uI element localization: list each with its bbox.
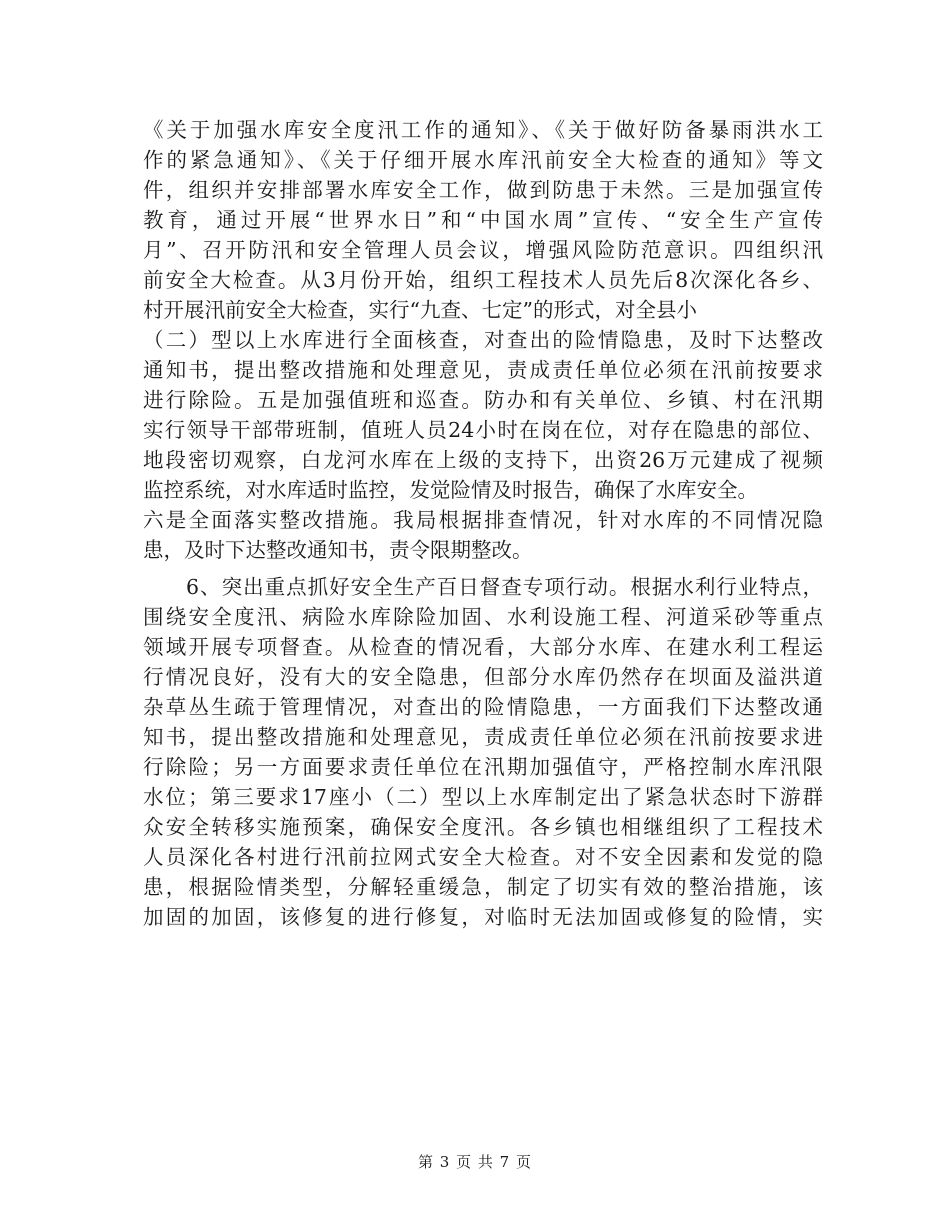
text-line: 围绕安全度汛、病险水库除险加固、水利设施工程、河道采砂等重点 bbox=[143, 605, 823, 629]
text-line: 人员深化各村进行汛前拉网式安全大检查。对不安全因素和发觉的隐 bbox=[143, 845, 823, 869]
text-line: 加固的加固，该修复的进行修复，对临时无法加固或修复的险情，实 bbox=[143, 905, 823, 929]
text-line: 患，根据险情类型，分解轻重缓急，制定了切实有效的整治措施，该 bbox=[143, 875, 823, 899]
text-line: 件，组织并安排部署水库安全工作，做到防患于未然。三是加强宣传 bbox=[143, 178, 823, 202]
text-line: 六是全面落实整改措施。我局根据排查情况，针对水库的不同情况隐 bbox=[143, 508, 823, 532]
text-line: 水位；第三要求17座小（二）型以上水库制定出了紧急状态时下游群 bbox=[143, 785, 823, 809]
text-line: 《关于加强水库安全度汛工作的通知》、《关于做好防备暴雨洪水工 bbox=[143, 118, 823, 142]
text-line: 行除险；另一方面要求责任单位在汛期加强值守，严格控制水库汛限 bbox=[143, 755, 823, 779]
text-line: 众安全转移实施预案，确保安全度汛。各乡镇也相继组织了工程技术 bbox=[143, 815, 823, 839]
text-line: （二）型以上水库进行全面核查，对查出的险情隐患，及时下达整改 bbox=[143, 328, 823, 352]
text-line: 地段密切观察，白龙河水库在上级的支持下，出资26万元建成了视频 bbox=[143, 448, 823, 472]
text-line: 前安全大检查。从3月份开始，组织工程技术人员先后8次深化各乡、 bbox=[143, 268, 823, 292]
text-line: 领域开展专项督查。从检查的情况看，大部分水库、在建水利工程运 bbox=[143, 635, 823, 659]
text-line: 知书，提出整改措施和处理意见，责成责任单位必须在汛前按要求进 bbox=[143, 725, 823, 749]
text-line: 6、突出重点抓好安全生产百日督查专项行动。根据水利行业特点， bbox=[186, 575, 823, 599]
text-line: 教育，通过开展“世界水日”和“中国水周”宣传、“安全生产宣传 bbox=[143, 208, 823, 232]
text-line: 监控系统，对水库适时监控，发觉险情及时报告，确保了水库安全。 bbox=[143, 478, 758, 502]
text-line: 实行领导干部带班制，值班人员24小时在岗在位，对存在隐患的部位、 bbox=[143, 418, 823, 442]
text-line: 杂草丛生疏于管理情况，对查出的险情隐患，一方面我们下达整改通 bbox=[143, 695, 823, 719]
text-line: 村开展汛前安全大检查，实行“九查、七定”的形式，对全县小 bbox=[143, 298, 697, 322]
text-line: 月”、召开防汛和安全管理人员会议，增强风险防范意识。四组织汛 bbox=[143, 238, 823, 262]
page-number-footer: 第 3 页 共 7 页 bbox=[418, 1153, 532, 1171]
text-line: 进行除险。五是加强值班和巡查。防办和有关单位、乡镇、村在汛期 bbox=[143, 388, 823, 412]
text-line: 通知书，提出整改措施和处理意见，责成责任单位必须在汛前按要求 bbox=[143, 358, 823, 382]
text-line: 行情况良好，没有大的安全隐患，但部分水库仍然存在坝面及溢洪道 bbox=[143, 665, 823, 689]
text-line: 作的紧急通知》、《关于仔细开展水库汛前安全大检查的通知》等文 bbox=[143, 148, 823, 172]
text-line: 患，及时下达整改通知书，责令限期整改。 bbox=[143, 538, 533, 562]
